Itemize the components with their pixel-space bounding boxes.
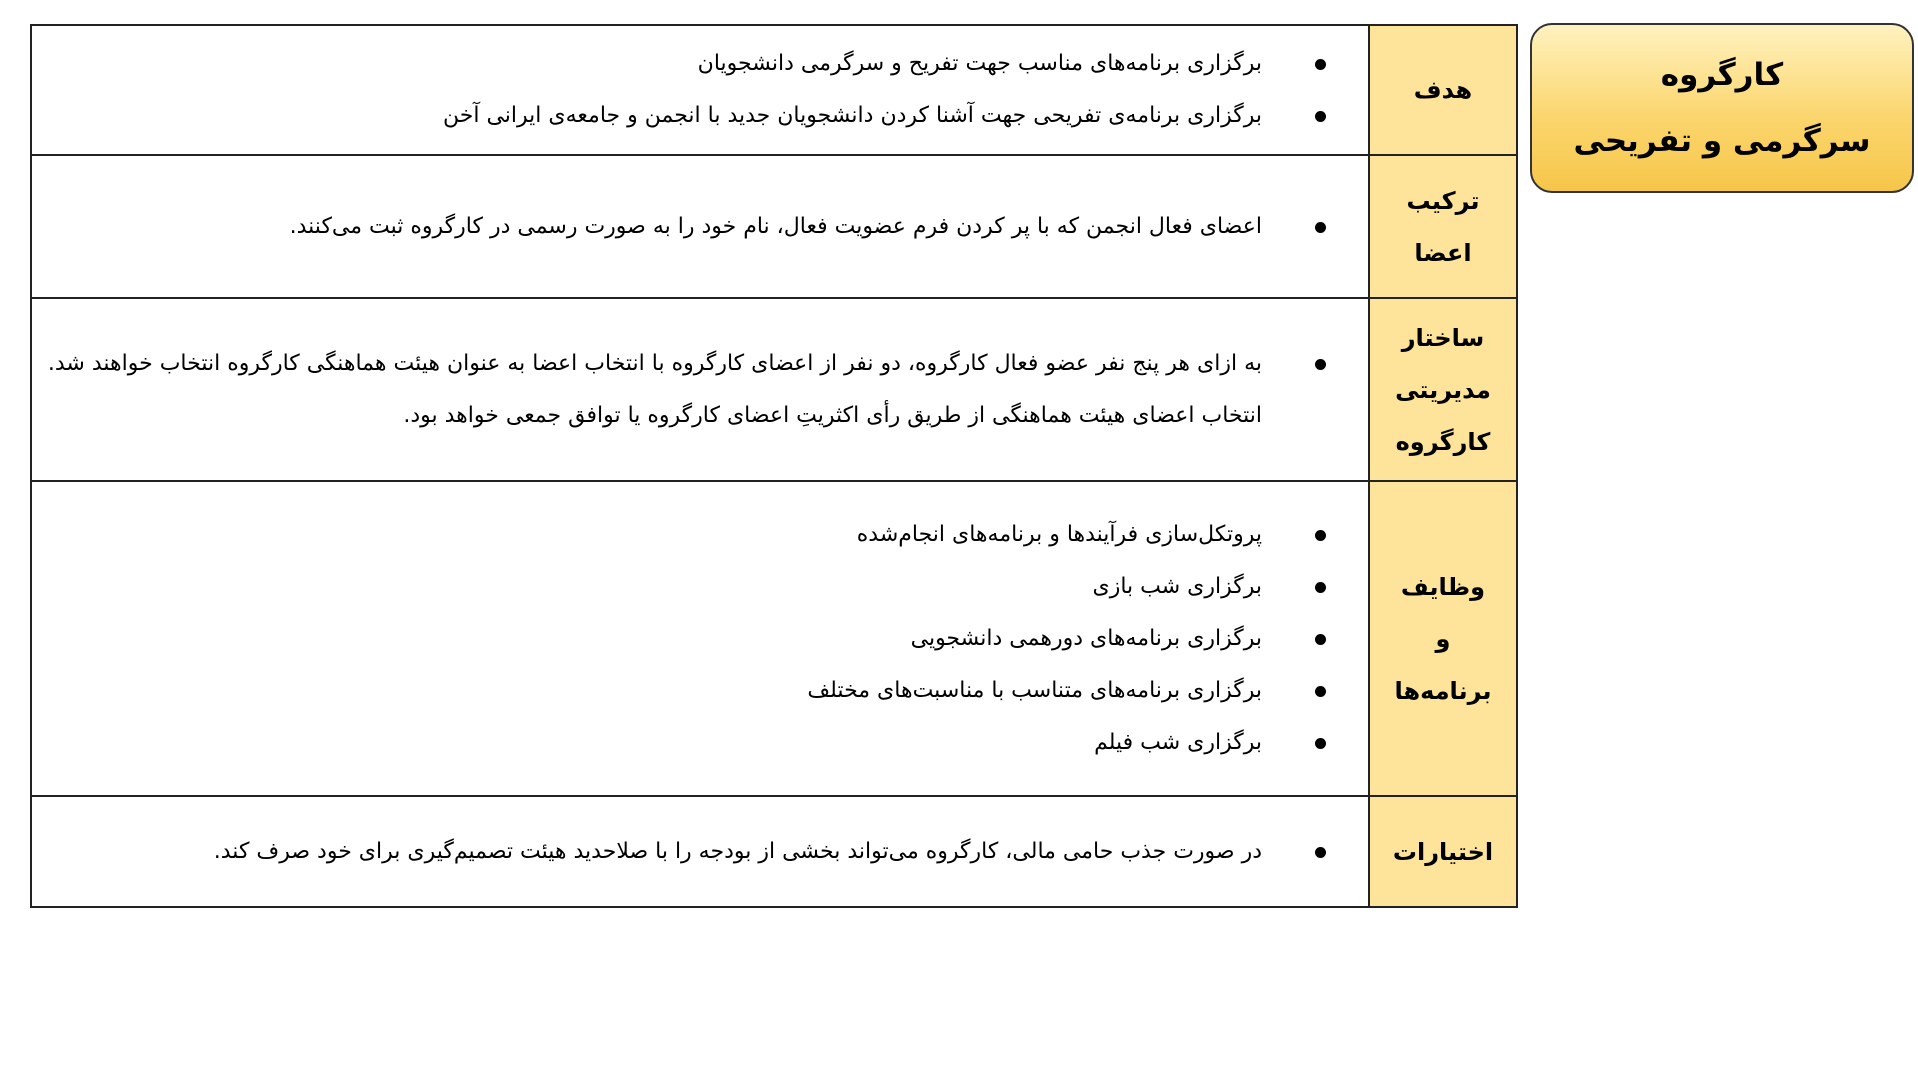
row-label-goal — [1369, 25, 1517, 155]
row-label-authority — [1369, 796, 1517, 907]
table-row-members — [31, 155, 1517, 298]
row-label-members — [1369, 155, 1517, 298]
table-row-goal — [31, 25, 1517, 155]
row-label-structure — [1369, 298, 1517, 481]
list-item: برگزاری برنامه‌ی تفریحی جهت آشنا کردن دانشجویان جدید با انجمن و جامعه‌ی ایرانی آخن — [42, 90, 1326, 142]
list-item: در صورت جذب حامی مالی، کارگروه می‌تواند بخشی از بودجه را با صلاحدید هیئت تصمیم‌گیری برای خود صرف کند. — [42, 826, 1326, 878]
row-label-text: کارگروه — [1395, 427, 1491, 456]
workgroup-info-table — [30, 24, 1518, 908]
row-label-text: ساختار — [1401, 323, 1485, 352]
title-line-1: کارگروه — [1660, 57, 1784, 93]
row-content-structure — [31, 298, 1369, 481]
list-item: برگزاری برنامه‌های متناسب با مناسبت‌های مختلف — [42, 665, 1326, 717]
duties-list — [32, 509, 1368, 769]
row-label-text: اختیارات — [1392, 837, 1494, 866]
row-label-duties — [1369, 481, 1517, 796]
list-item: برگزاری شب فیلم — [42, 717, 1326, 769]
list-item: برگزاری برنامه‌های مناسب جهت تفریح و سرگرمی دانشجویان — [42, 38, 1326, 90]
row-content-duties — [31, 481, 1369, 796]
workgroup-title-box — [1530, 23, 1914, 193]
list-item: به ازای هر پنج نفر عضو فعال کارگروه، دو نفر از اعضای کارگروه با انتخاب اعضا به عنوان هیئت هماهنگی کارگروه انتخاب خواهند شد. انتخاب اعضای هیئت هماهنگی از طریق رأی اکثریتِ اعضای کارگروه یا توافق جمعی خواهد بود. — [42, 338, 1326, 442]
list-item: برگزاری برنامه‌های دورهمی دانشجویی — [42, 613, 1326, 665]
row-label-text: و — [1435, 624, 1451, 653]
authority-list — [32, 826, 1368, 878]
row-label-text: هدف — [1413, 76, 1473, 104]
table-row-authority — [31, 796, 1517, 907]
row-label-text: وظایف — [1400, 572, 1486, 601]
row-content-members — [31, 155, 1369, 298]
title-line-2: سرگرمی و تفریحی — [1573, 123, 1871, 159]
members-list — [32, 201, 1368, 253]
list-item: برگزاری شب بازی — [42, 561, 1326, 613]
structure-list — [32, 338, 1368, 442]
row-content-authority — [31, 796, 1369, 907]
table-row-structure — [31, 298, 1517, 481]
list-item: اعضای فعال انجمن که با پر کردن فرم عضویت فعال، نام خود را به صورت رسمی در کارگروه ثبت می‌کنند. — [42, 201, 1326, 253]
row-label-text: اعضا — [1414, 238, 1472, 267]
table-row-duties — [31, 481, 1517, 796]
row-content-goal — [31, 25, 1369, 155]
row-label-text: ترکیب — [1406, 186, 1480, 215]
list-item: پروتکل‌سازی فرآیندها و برنامه‌های انجام‌شده — [42, 509, 1326, 561]
goal-list — [32, 38, 1368, 142]
row-label-text: مدیریتی — [1395, 375, 1491, 404]
row-label-text: برنامه‌ها — [1394, 676, 1492, 705]
